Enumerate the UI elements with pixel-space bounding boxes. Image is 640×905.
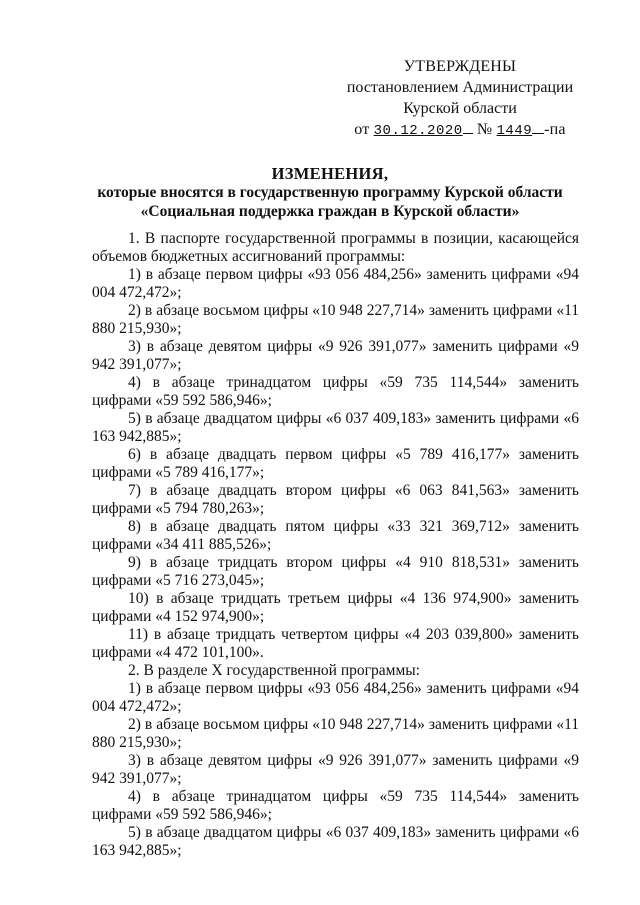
subtitle-line-1: которые вносятся в государственную программу Курской области <box>97 184 563 201</box>
list-item: 1) в абзаце первом цифры «93 056 484,256» заменить цифрами «94 004 472,472»; <box>92 266 579 301</box>
approval-block <box>340 56 580 142</box>
date-underline <box>463 119 473 134</box>
list-item: 2) в абзаце восьмом цифры «10 948 227,714» заменить цифрами «11 880 215,930»; <box>92 302 579 337</box>
list-item: 11) в абзаце тридцать четвертом цифры «4 203 039,800» заменить цифрами «4 472 101,100». <box>92 626 579 661</box>
page-title: ИЗМЕНЕНИЯ, <box>271 164 389 183</box>
approval-title: УТВЕРЖДЕНЫ <box>403 58 517 75</box>
from-label: от <box>354 121 370 138</box>
list-item: 6) в абзаце двадцать первом цифры «5 789 416,177» заменить цифрами «5 789 416,177»; <box>92 446 579 481</box>
list-item: 4) в абзаце тринадцатом цифры «59 735 114,544» заменить цифрами «59 592 586,946»; <box>92 788 579 823</box>
list-item: 8) в абзаце двадцать пятом цифры «33 321 369,712» заменить цифрами «34 411 885,526»; <box>92 518 579 553</box>
document-body <box>92 230 579 860</box>
approval-date-line <box>340 119 580 142</box>
list-item: 2) в абзаце восьмом цифры «10 948 227,714» заменить цифрами «11 880 215,930»; <box>92 716 579 751</box>
approval-number: 1449 <box>496 123 533 139</box>
section-2-intro: 2. В разделе X государственной программы: <box>128 662 420 679</box>
list-item: 3) в абзаце девятом цифры «9 926 391,077» заменить цифрами «9 942 391,077»; <box>92 752 579 787</box>
list-item: 1) в абзаце первом цифры «93 056 484,256» заменить цифрами «94 004 472,472»; <box>92 680 579 715</box>
number-underline <box>532 119 544 134</box>
list-item: 5) в абзаце двадцатом цифры «6 037 409,183» заменить цифрами «6 163 942,885»; <box>92 824 579 859</box>
list-item: 9) в абзаце тридцать втором цифры «4 910 818,531» заменить цифрами «5 716 273,045»; <box>92 554 579 589</box>
list-item: 10) в абзаце тридцать третьем цифры «4 136 974,900» заменить цифрами «4 152 974,900»; <box>92 590 579 625</box>
number-suffix: -па <box>544 121 566 138</box>
list-item: 4) в абзаце тринадцатом цифры «59 735 114,544» заменить цифрами «59 592 586,946»; <box>92 374 579 409</box>
list-item: 3) в абзаце девятом цифры «9 926 391,077» заменить цифрами «9 942 391,077»; <box>92 338 579 373</box>
document-heading <box>60 164 600 221</box>
list-item: 7) в абзаце двадцать втором цифры «6 063 841,563» заменить цифрами «5 794 780,263»; <box>92 482 579 517</box>
subtitle-line-2: «Социальная поддержка граждан в Курской области» <box>140 203 520 220</box>
number-label: № <box>476 121 493 138</box>
approval-date: 30.12.2020 <box>373 123 463 139</box>
approval-line-2: Курской области <box>403 100 517 117</box>
list-item: 5) в абзаце двадцатом цифры «6 037 409,183» заменить цифрами «6 163 942,885»; <box>92 410 579 445</box>
section-1-intro: 1. В паспорте государственной программы в позиции, касающейся объемов бюджетных ассигнований программы: <box>92 230 579 265</box>
approval-line-1: постановлением Администрации <box>346 79 574 96</box>
